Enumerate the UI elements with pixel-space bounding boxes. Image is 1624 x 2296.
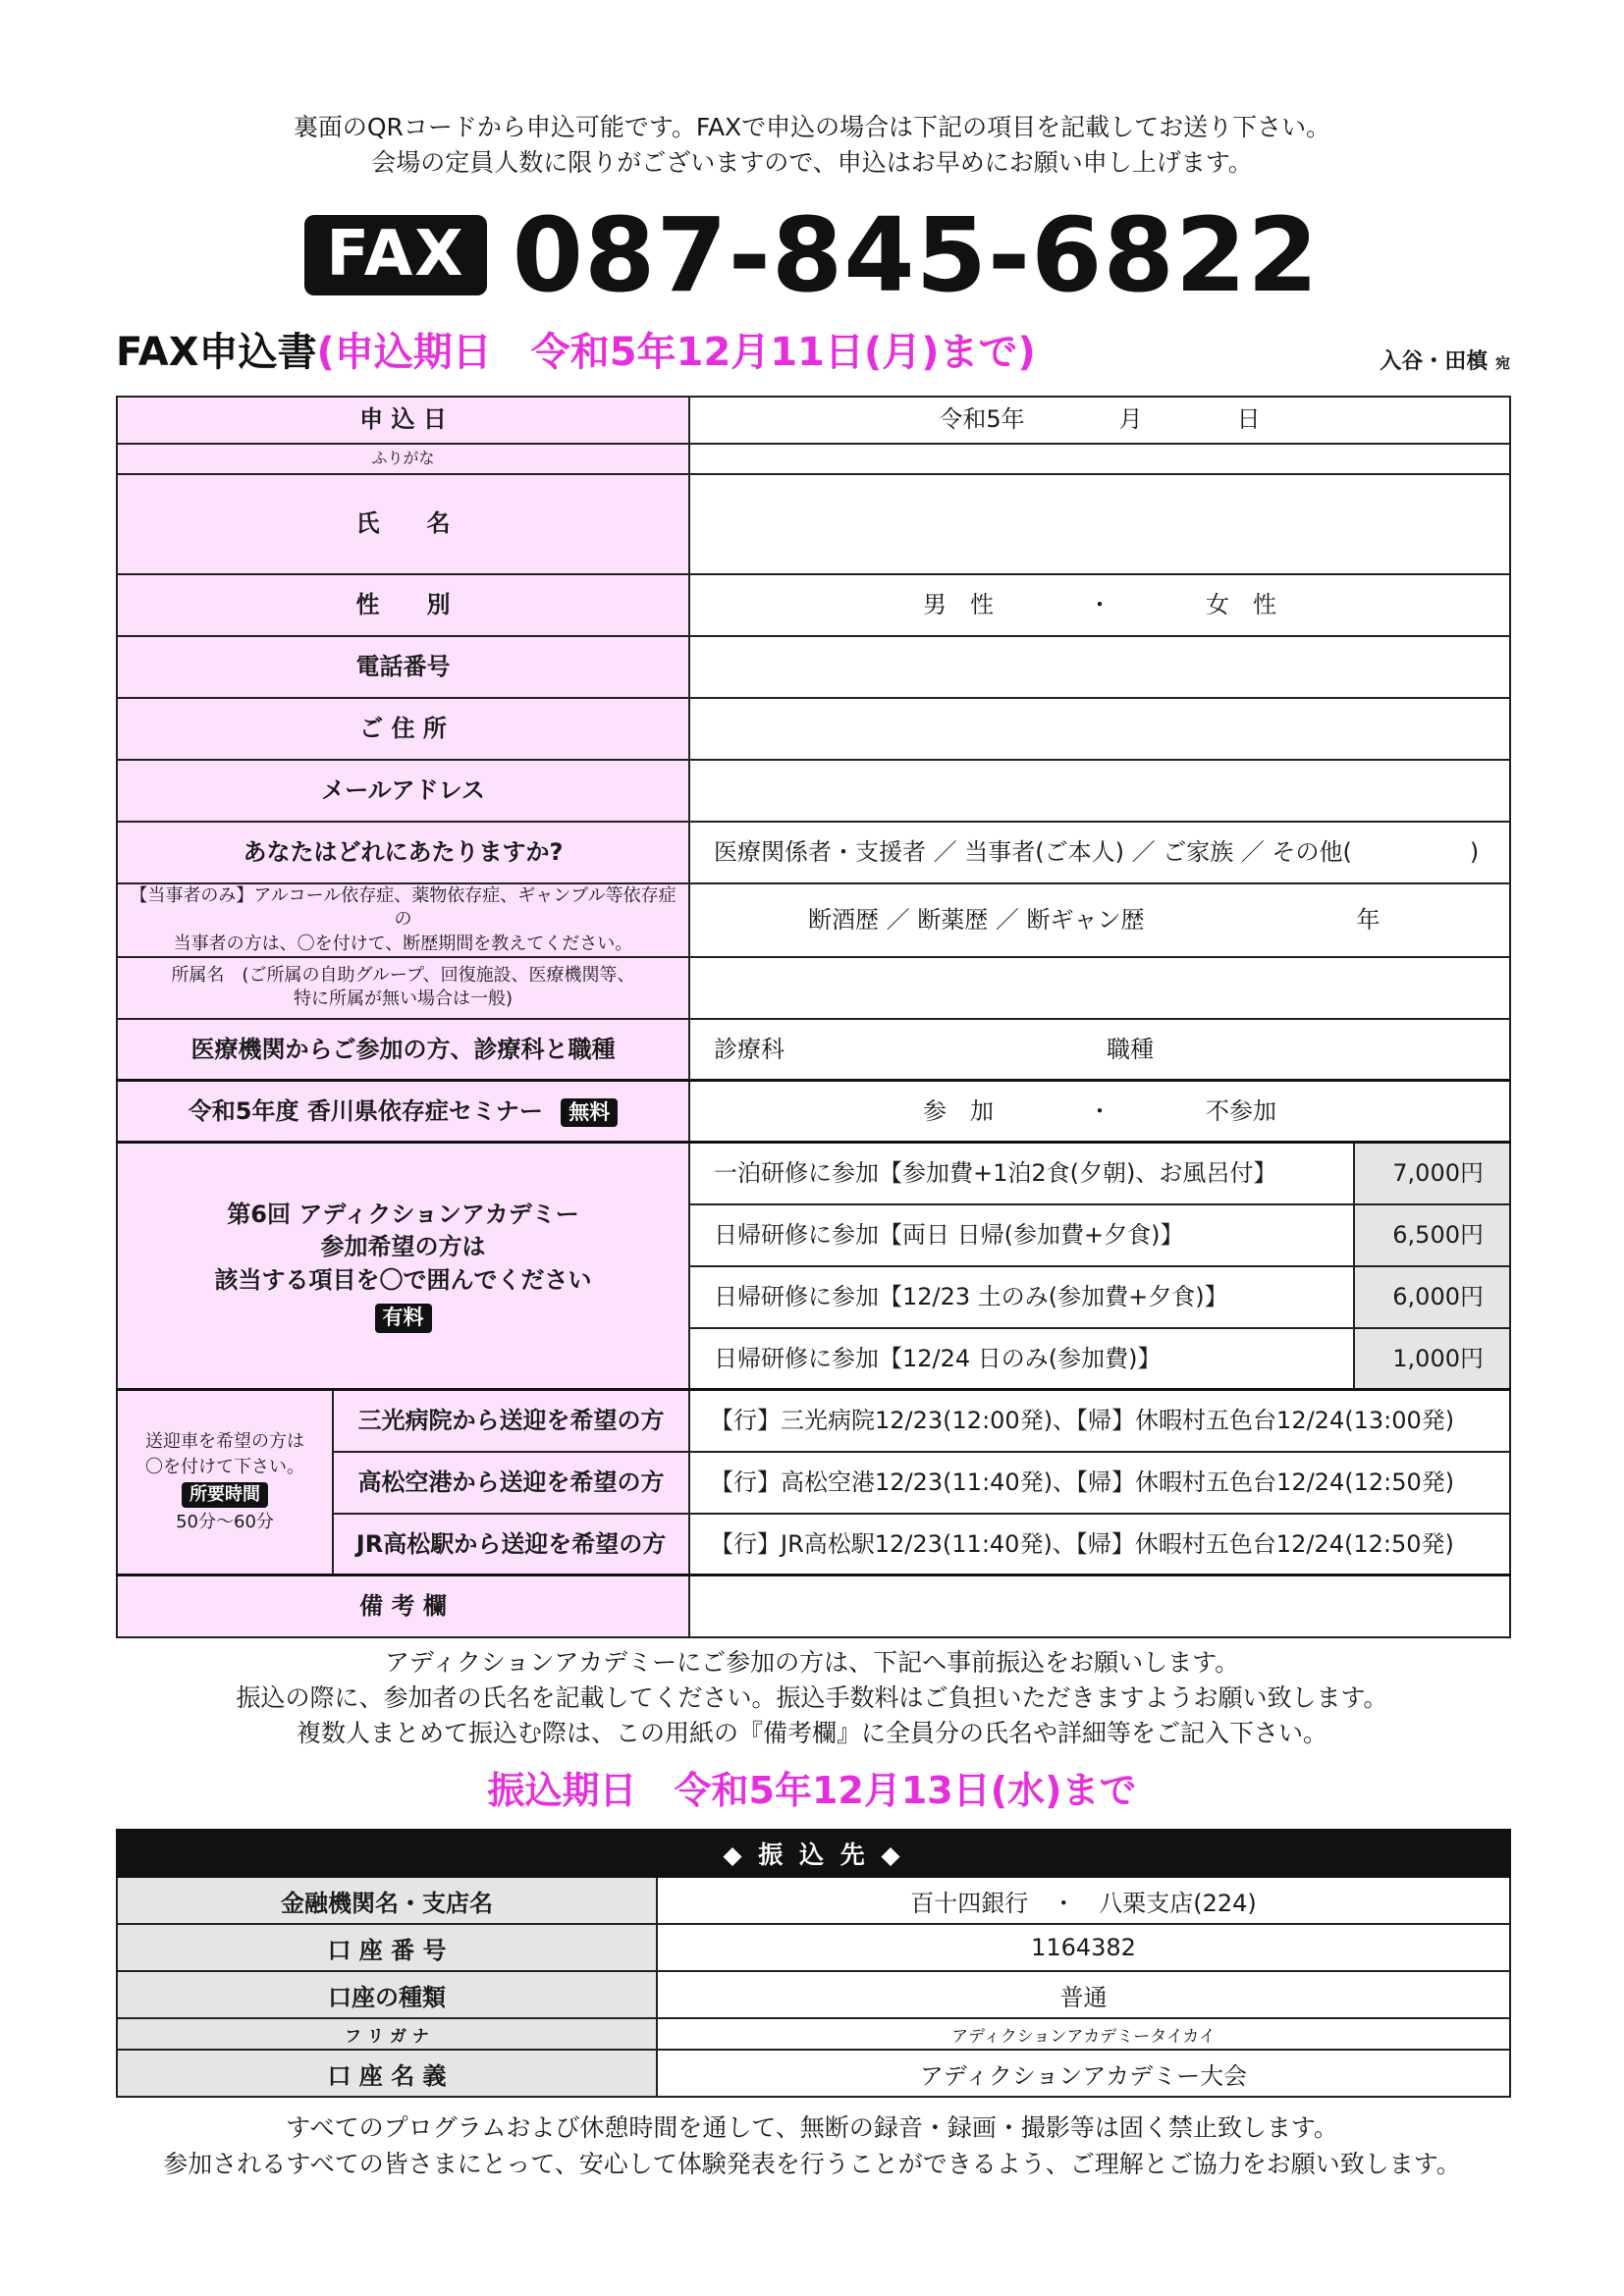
label-gender: 性 別 bbox=[117, 574, 689, 636]
application-deadline: (申込期日 令和5年12月11日(月)まで) bbox=[316, 330, 1036, 375]
label-name: 氏 名 bbox=[117, 474, 689, 574]
bank-row bbox=[117, 1971, 1510, 2018]
bank-label: 金融機関名・支店名 bbox=[117, 1877, 657, 1924]
free-badge: 無料 bbox=[561, 1098, 618, 1127]
bank-value: アディクションアカデミータイカイ bbox=[657, 2018, 1510, 2050]
label-role: あなたはどれにあたりますか? bbox=[117, 822, 689, 883]
fax-badge: FAX bbox=[304, 215, 486, 295]
row-medical bbox=[117, 1019, 1510, 1081]
label-affiliation-line-2: 特に所属が無い場合は一般) bbox=[293, 988, 514, 1010]
footer-notice bbox=[0, 2109, 1624, 2182]
row-academy-option-1 bbox=[117, 1143, 1510, 1204]
bank-transfer-table bbox=[116, 1829, 1511, 2098]
label-medical: 医療機関からご参加の方、診療科と職種 bbox=[117, 1019, 689, 1081]
bank-value: 百十四銀行 ・ 八栗支店(224) bbox=[657, 1877, 1510, 1924]
travel-time-badge: 所要時間 bbox=[182, 1482, 268, 1508]
bank-row bbox=[117, 2050, 1510, 2097]
label-shuttle bbox=[117, 1390, 333, 1575]
footer-line-2: 参加されるすべての皆さまにとって、安心して体験発表を行うことができるよう、ご理解とご協力をお願い致します。 bbox=[163, 2150, 1461, 2178]
intro-line-2: 会場の定員人数に限りがございますので、申込はお早めにお願い申し上げます。 bbox=[371, 148, 1253, 177]
academy-option-price: 6,500円 bbox=[1354, 1204, 1510, 1266]
label-application-date: 申 込 日 bbox=[117, 397, 689, 444]
intro-line-1: 裏面のQRコードから申込可能です。FAXで申込の場合は下記の項目を記載してお送り下さい。 bbox=[293, 113, 1331, 141]
seminar-title: 令和5年度 香川県依存症セミナー bbox=[188, 1096, 543, 1125]
shuttle-option-detail[interactable]: 【行】三光病院12/23(12:00発)、【帰】休暇村五色台12/24(13:00発) bbox=[689, 1390, 1510, 1452]
label-academy bbox=[117, 1143, 689, 1390]
bank-row bbox=[117, 1924, 1510, 1971]
shuttle-option-label: 三光病院から送迎を希望の方 bbox=[333, 1390, 689, 1452]
academy-option-price: 1,000円 bbox=[1354, 1328, 1510, 1390]
label-affiliation-line-1: 所属名 (ご所属の自助グループ、回復施設、医療機関等、 bbox=[171, 965, 635, 987]
intro-text bbox=[0, 110, 1624, 181]
bank-row bbox=[117, 2018, 1510, 2050]
label-phone: 電話番号 bbox=[117, 636, 689, 698]
footer-line-1: すべてのプログラムおよび休憩時間を通して、無断の録音・録画・撮影等は固く禁止致します。 bbox=[286, 2113, 1338, 2142]
field-seminar[interactable]: 参 加 ・ 不参加 bbox=[689, 1081, 1510, 1143]
payment-note-line-1: アディクションアカデミーにご参加の方は、下記へ事前振込をお願いします。 bbox=[384, 1648, 1240, 1677]
field-remarks[interactable] bbox=[689, 1575, 1510, 1637]
shuttle-option-label: 高松空港から送迎を希望の方 bbox=[333, 1452, 689, 1514]
field-medical[interactable] bbox=[689, 1019, 1510, 1081]
row-remarks bbox=[117, 1575, 1510, 1637]
addressee-name: 入谷・田槙 bbox=[1380, 349, 1489, 374]
bank-value: アディクションアカデミー大会 bbox=[657, 2050, 1510, 2097]
field-email[interactable] bbox=[689, 760, 1510, 822]
label-seminar bbox=[117, 1081, 689, 1143]
shuttle-line-1: 送迎車を希望の方は bbox=[145, 1431, 304, 1453]
row-furigana bbox=[117, 444, 1510, 474]
shuttle-option-label: JR高松駅から送迎を希望の方 bbox=[333, 1514, 689, 1575]
row-role bbox=[117, 822, 1510, 883]
addressee-suffix: 宛 bbox=[1494, 354, 1510, 372]
medical-job-label: 職種 bbox=[1107, 1035, 1154, 1063]
row-address bbox=[117, 698, 1510, 760]
form-title-row bbox=[116, 327, 1510, 378]
row-application-date bbox=[117, 397, 1510, 444]
bank-value: 1164382 bbox=[657, 1924, 1510, 1971]
label-abstinence bbox=[117, 883, 689, 957]
form-title bbox=[116, 327, 1036, 378]
addressee bbox=[1380, 345, 1510, 375]
label-address: ご 住 所 bbox=[117, 698, 689, 760]
bank-header: ◆ 振 込 先 ◆ bbox=[117, 1830, 1510, 1877]
row-abstinence bbox=[117, 883, 1510, 957]
label-email: メールアドレス bbox=[117, 760, 689, 822]
field-name[interactable] bbox=[689, 474, 1510, 574]
academy-option-price: 6,000円 bbox=[1354, 1266, 1510, 1328]
bank-label: 口 座 名 義 bbox=[117, 2050, 657, 2097]
academy-option[interactable]: 日帰研修に参加【12/24 日のみ(参加費)】 bbox=[689, 1328, 1354, 1390]
bank-label: フ リ ガ ナ bbox=[117, 2018, 657, 2050]
label-furigana: ふりがな bbox=[117, 444, 689, 474]
shuttle-line-2: 〇を付けて下さい。 bbox=[145, 1457, 304, 1478]
label-abstinence-line-1: 【当事者のみ】アルコール依存症、薬物依存症、ギャンブル等依存症の bbox=[130, 885, 677, 931]
shuttle-option-detail[interactable]: 【行】高松空港12/23(11:40発)、【帰】休暇村五色台12/24(12:50発) bbox=[689, 1452, 1510, 1514]
row-affiliation bbox=[117, 957, 1510, 1019]
field-affiliation[interactable] bbox=[689, 957, 1510, 1019]
shuttle-option-detail[interactable]: 【行】JR高松駅12/23(11:40発)、【帰】休暇村五色台12/24(12:50発) bbox=[689, 1514, 1510, 1575]
payment-note-line-3: 複数人まとめて振込む際は、この用紙の『備考欄』に全員分の氏名や詳細等をご記入下さい。 bbox=[296, 1719, 1327, 1747]
academy-option-price: 7,000円 bbox=[1354, 1143, 1510, 1204]
medical-dept-label: 診療科 bbox=[714, 1035, 785, 1063]
field-gender[interactable]: 男 性 ・ 女 性 bbox=[689, 574, 1510, 636]
fax-number-banner bbox=[0, 195, 1624, 315]
label-affiliation bbox=[117, 957, 689, 1019]
field-furigana[interactable] bbox=[689, 444, 1510, 474]
academy-option[interactable]: 一泊研修に参加【参加費+1泊2食(夕朝)、お風呂付】 bbox=[689, 1143, 1354, 1204]
field-application-date[interactable]: 令和5年 月 日 bbox=[689, 397, 1510, 444]
form-title-text: FAX申込書 bbox=[116, 330, 317, 375]
label-abstinence-line-2: 当事者の方は、〇を付けて、断歴期間を教えてください。 bbox=[173, 933, 633, 954]
row-seminar bbox=[117, 1081, 1510, 1143]
paid-badge: 有料 bbox=[375, 1304, 432, 1332]
row-gender bbox=[117, 574, 1510, 636]
row-email bbox=[117, 760, 1510, 822]
row-name bbox=[117, 474, 1510, 574]
row-phone bbox=[117, 636, 1510, 698]
bank-label: 口座の種類 bbox=[117, 1971, 657, 2018]
bank-header-row bbox=[117, 1830, 1510, 1877]
field-role[interactable]: 医療関係者・支援者 ／ 当事者(ご本人) ／ ご家族 ／ その他( ) bbox=[689, 822, 1510, 883]
field-abstinence[interactable]: 断酒歴 ／ 断薬歴 ／ 断ギャン歴 年 bbox=[689, 883, 1510, 957]
academy-line-1: 第6回 アディクションアカデミー bbox=[227, 1200, 579, 1228]
payment-note-line-2: 振込の際に、参加者の氏名を記載してください。振込手数料はご負担いただきますようお願い致します。 bbox=[236, 1683, 1388, 1712]
row-shuttle-1 bbox=[117, 1390, 1510, 1452]
payment-notes bbox=[0, 1645, 1624, 1751]
fax-number: 087-845-6822 bbox=[512, 195, 1320, 315]
bank-label: 口 座 番 号 bbox=[117, 1924, 657, 1971]
field-phone[interactable] bbox=[689, 636, 1510, 698]
label-remarks: 備 考 欄 bbox=[117, 1575, 689, 1637]
field-address[interactable] bbox=[689, 698, 1510, 760]
academy-line-3: 該当する項目を〇で囲んでください bbox=[214, 1265, 592, 1294]
shuttle-time: 50分〜60分 bbox=[176, 1512, 274, 1533]
bank-row bbox=[117, 1877, 1510, 1924]
application-form-table bbox=[116, 396, 1511, 1638]
transfer-deadline: 振込期日 令和5年12月13日(水)まで bbox=[487, 1769, 1137, 1812]
academy-option[interactable]: 日帰研修に参加【両日 日帰(参加費+夕食)】 bbox=[689, 1204, 1354, 1266]
academy-option[interactable]: 日帰研修に参加【12/23 土のみ(参加費+夕食)】 bbox=[689, 1266, 1354, 1328]
academy-line-2: 参加希望の方は bbox=[320, 1233, 486, 1261]
bank-value: 普通 bbox=[657, 1971, 1510, 2018]
